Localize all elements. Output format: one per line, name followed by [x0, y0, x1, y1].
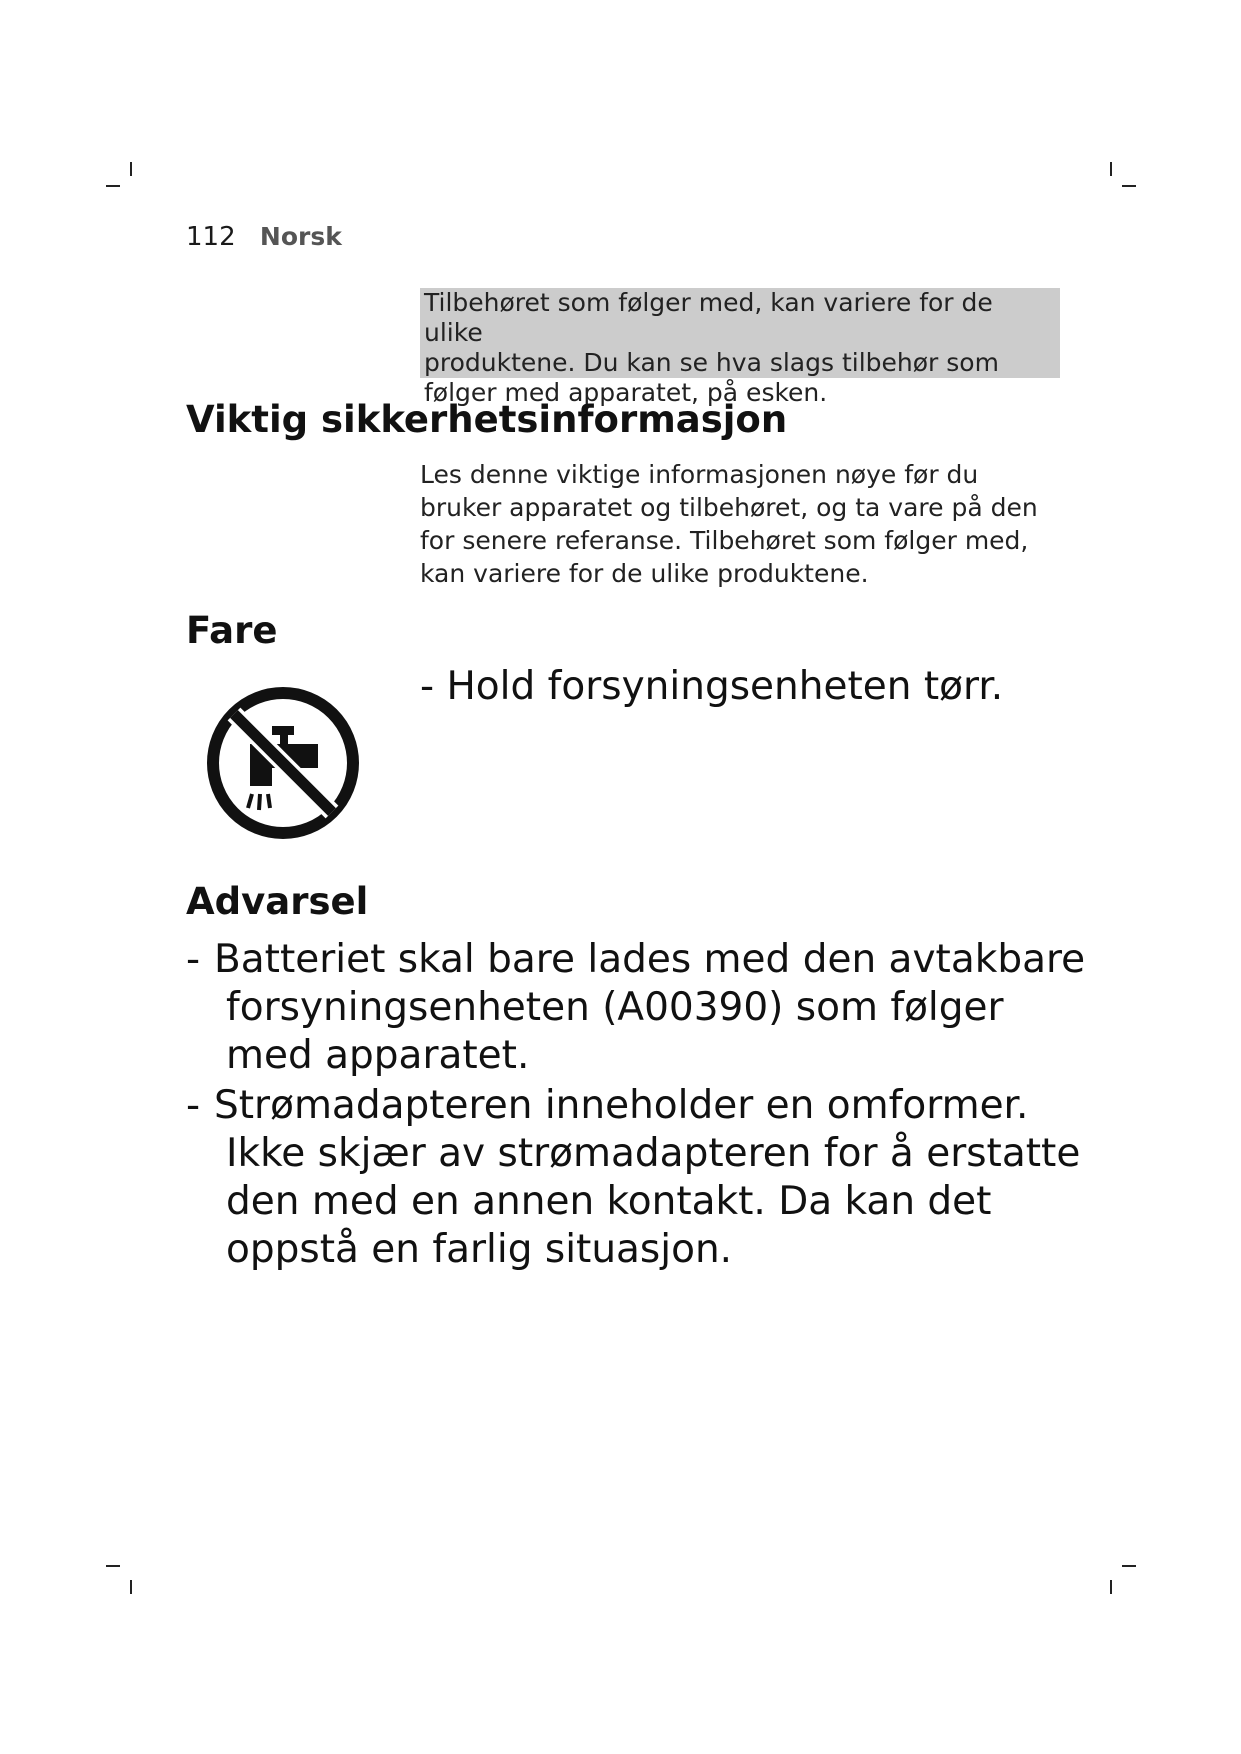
bullet-dash: -	[186, 937, 201, 982]
note-line: følger med apparatet, på esken.	[424, 378, 828, 407]
page-language: Norsk	[259, 222, 342, 251]
bullet-dash: -	[186, 1083, 201, 1128]
warning-line: den med en annen kontakt. Da kan det	[226, 1179, 992, 1224]
warning-line: Ikke skjær av strømadapteren for å erstatte	[226, 1131, 1081, 1176]
crop-mark-top-right-h	[1122, 185, 1136, 187]
crop-mark-top-left-v	[130, 162, 132, 176]
danger-item: - Hold forsyningsenheten tørr.	[420, 664, 1004, 709]
crop-mark-bottom-left-h	[106, 1565, 120, 1567]
warning-line: Batteriet skal bare lades med den avtakbare	[214, 937, 1086, 982]
warning-item	[186, 1082, 1086, 1274]
note-line: produktene. Du kan se hva slags tilbehør som	[424, 348, 999, 377]
crop-mark-top-left-h	[106, 185, 120, 187]
note-line: Tilbehøret som følger med, kan variere for de ulike	[424, 288, 993, 347]
intro-line: for senere referanse. Tilbehøret som følger med,	[420, 526, 1029, 555]
intro-line: Les denne viktige informasjonen nøye før du	[420, 460, 979, 489]
danger-heading: Fare	[186, 609, 278, 652]
accessory-note-box	[420, 288, 1060, 407]
warning-heading: Advarsel	[186, 880, 369, 923]
warning-item	[186, 936, 1086, 1080]
page-header	[186, 222, 342, 252]
no-water-icon	[206, 686, 360, 840]
page-number: 112	[186, 222, 236, 252]
crop-mark-bottom-right-h	[1122, 1565, 1136, 1567]
safety-intro	[420, 458, 1060, 590]
warning-list	[186, 936, 1086, 1276]
crop-mark-top-right-v	[1110, 162, 1112, 176]
crop-mark-bottom-right-v	[1110, 1580, 1112, 1594]
warning-line: Strømadapteren inneholder en omformer.	[214, 1083, 1029, 1128]
intro-line: bruker apparatet og tilbehøret, og ta vare på den	[420, 493, 1038, 522]
warning-line: oppstå en farlig situasjon.	[226, 1227, 733, 1272]
intro-line: kan variere for de ulike produktene.	[420, 559, 869, 588]
warning-line: med apparatet.	[226, 1033, 530, 1078]
warning-line: forsyningsenheten (A00390) som følger	[226, 985, 1004, 1030]
safety-heading: Viktig sikkerhetsinformasjon	[186, 398, 788, 441]
crop-mark-bottom-left-v	[130, 1580, 132, 1594]
